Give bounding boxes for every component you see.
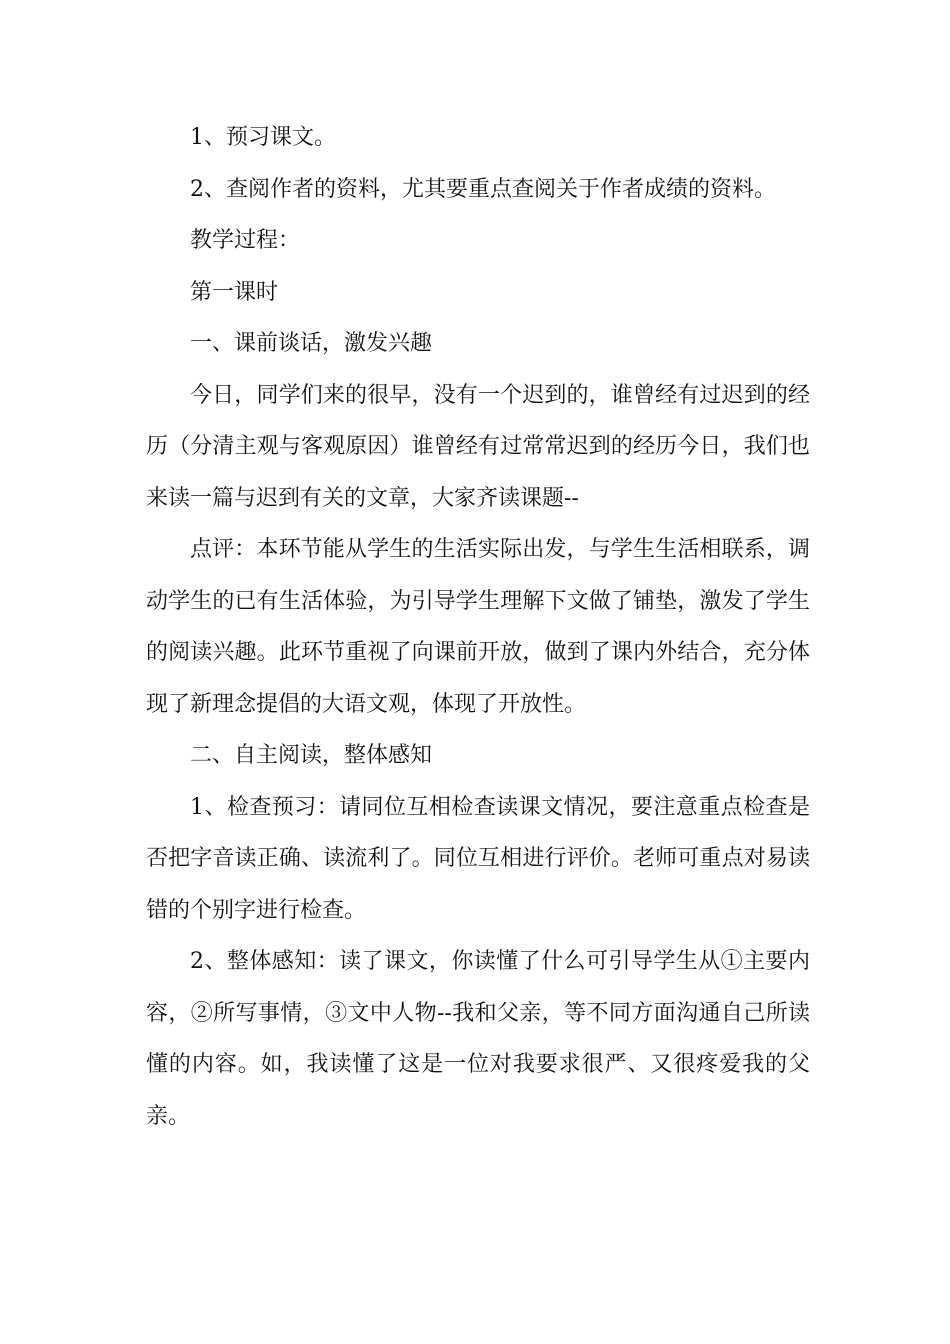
- document-body: [146, 112, 810, 1142]
- paragraph-comment: 点评：本环节能从学生的生活实际出发，与学生生活相联系，调动学生的已有生活体验，为引导学生理解下文做了铺垫，激发了学生的阅读兴趣。此环节重视了向课前开放，做到了课内外结合，充分体现了新理念提倡的大语文观，体现了开放性。: [146, 537, 810, 717]
- paragraph-first-lesson-heading: 第一课时: [190, 279, 279, 305]
- paragraph-teaching-process-heading: 教学过程：: [190, 228, 301, 253]
- paragraph-section-one-heading: 一、课前谈话，激发兴趣: [190, 331, 433, 356]
- paragraph-section-two-heading: 二、自主阅读，整体感知: [190, 743, 433, 768]
- paragraph-overall-perception: 2、整体感知：读了课文，你读懂了什么可引导学生从①主要内容，②所写事情，③文中人物--我和父亲，等不同方面沟通自己所读懂的内容。如，我读懂了这是一位对我要求很严、又很疼爱我的父亲。: [146, 949, 810, 1129]
- paragraph-author-research: 2、查阅作者的资料，尤其要重点查阅关于作者成绩的资料。: [190, 176, 776, 202]
- paragraph-intro-talk: 今日，同学们来的很早，没有一个迟到的，谁曾经有过迟到的经历（分清主观与客观原因）谁曾经有过常常迟到的经历今日，我们也来读一篇与迟到有关的文章，大家齐读课题--: [146, 382, 810, 511]
- paragraph-check-preview: 1、检查预习：请同位互相检查读课文情况，要注意重点检查是否把字音读正确、读流利了。同位互相进行评价。老师可重点对易读错的个别字进行检查。: [146, 794, 810, 923]
- paragraph-preview-lesson: 1、预习课文。: [190, 125, 336, 150]
